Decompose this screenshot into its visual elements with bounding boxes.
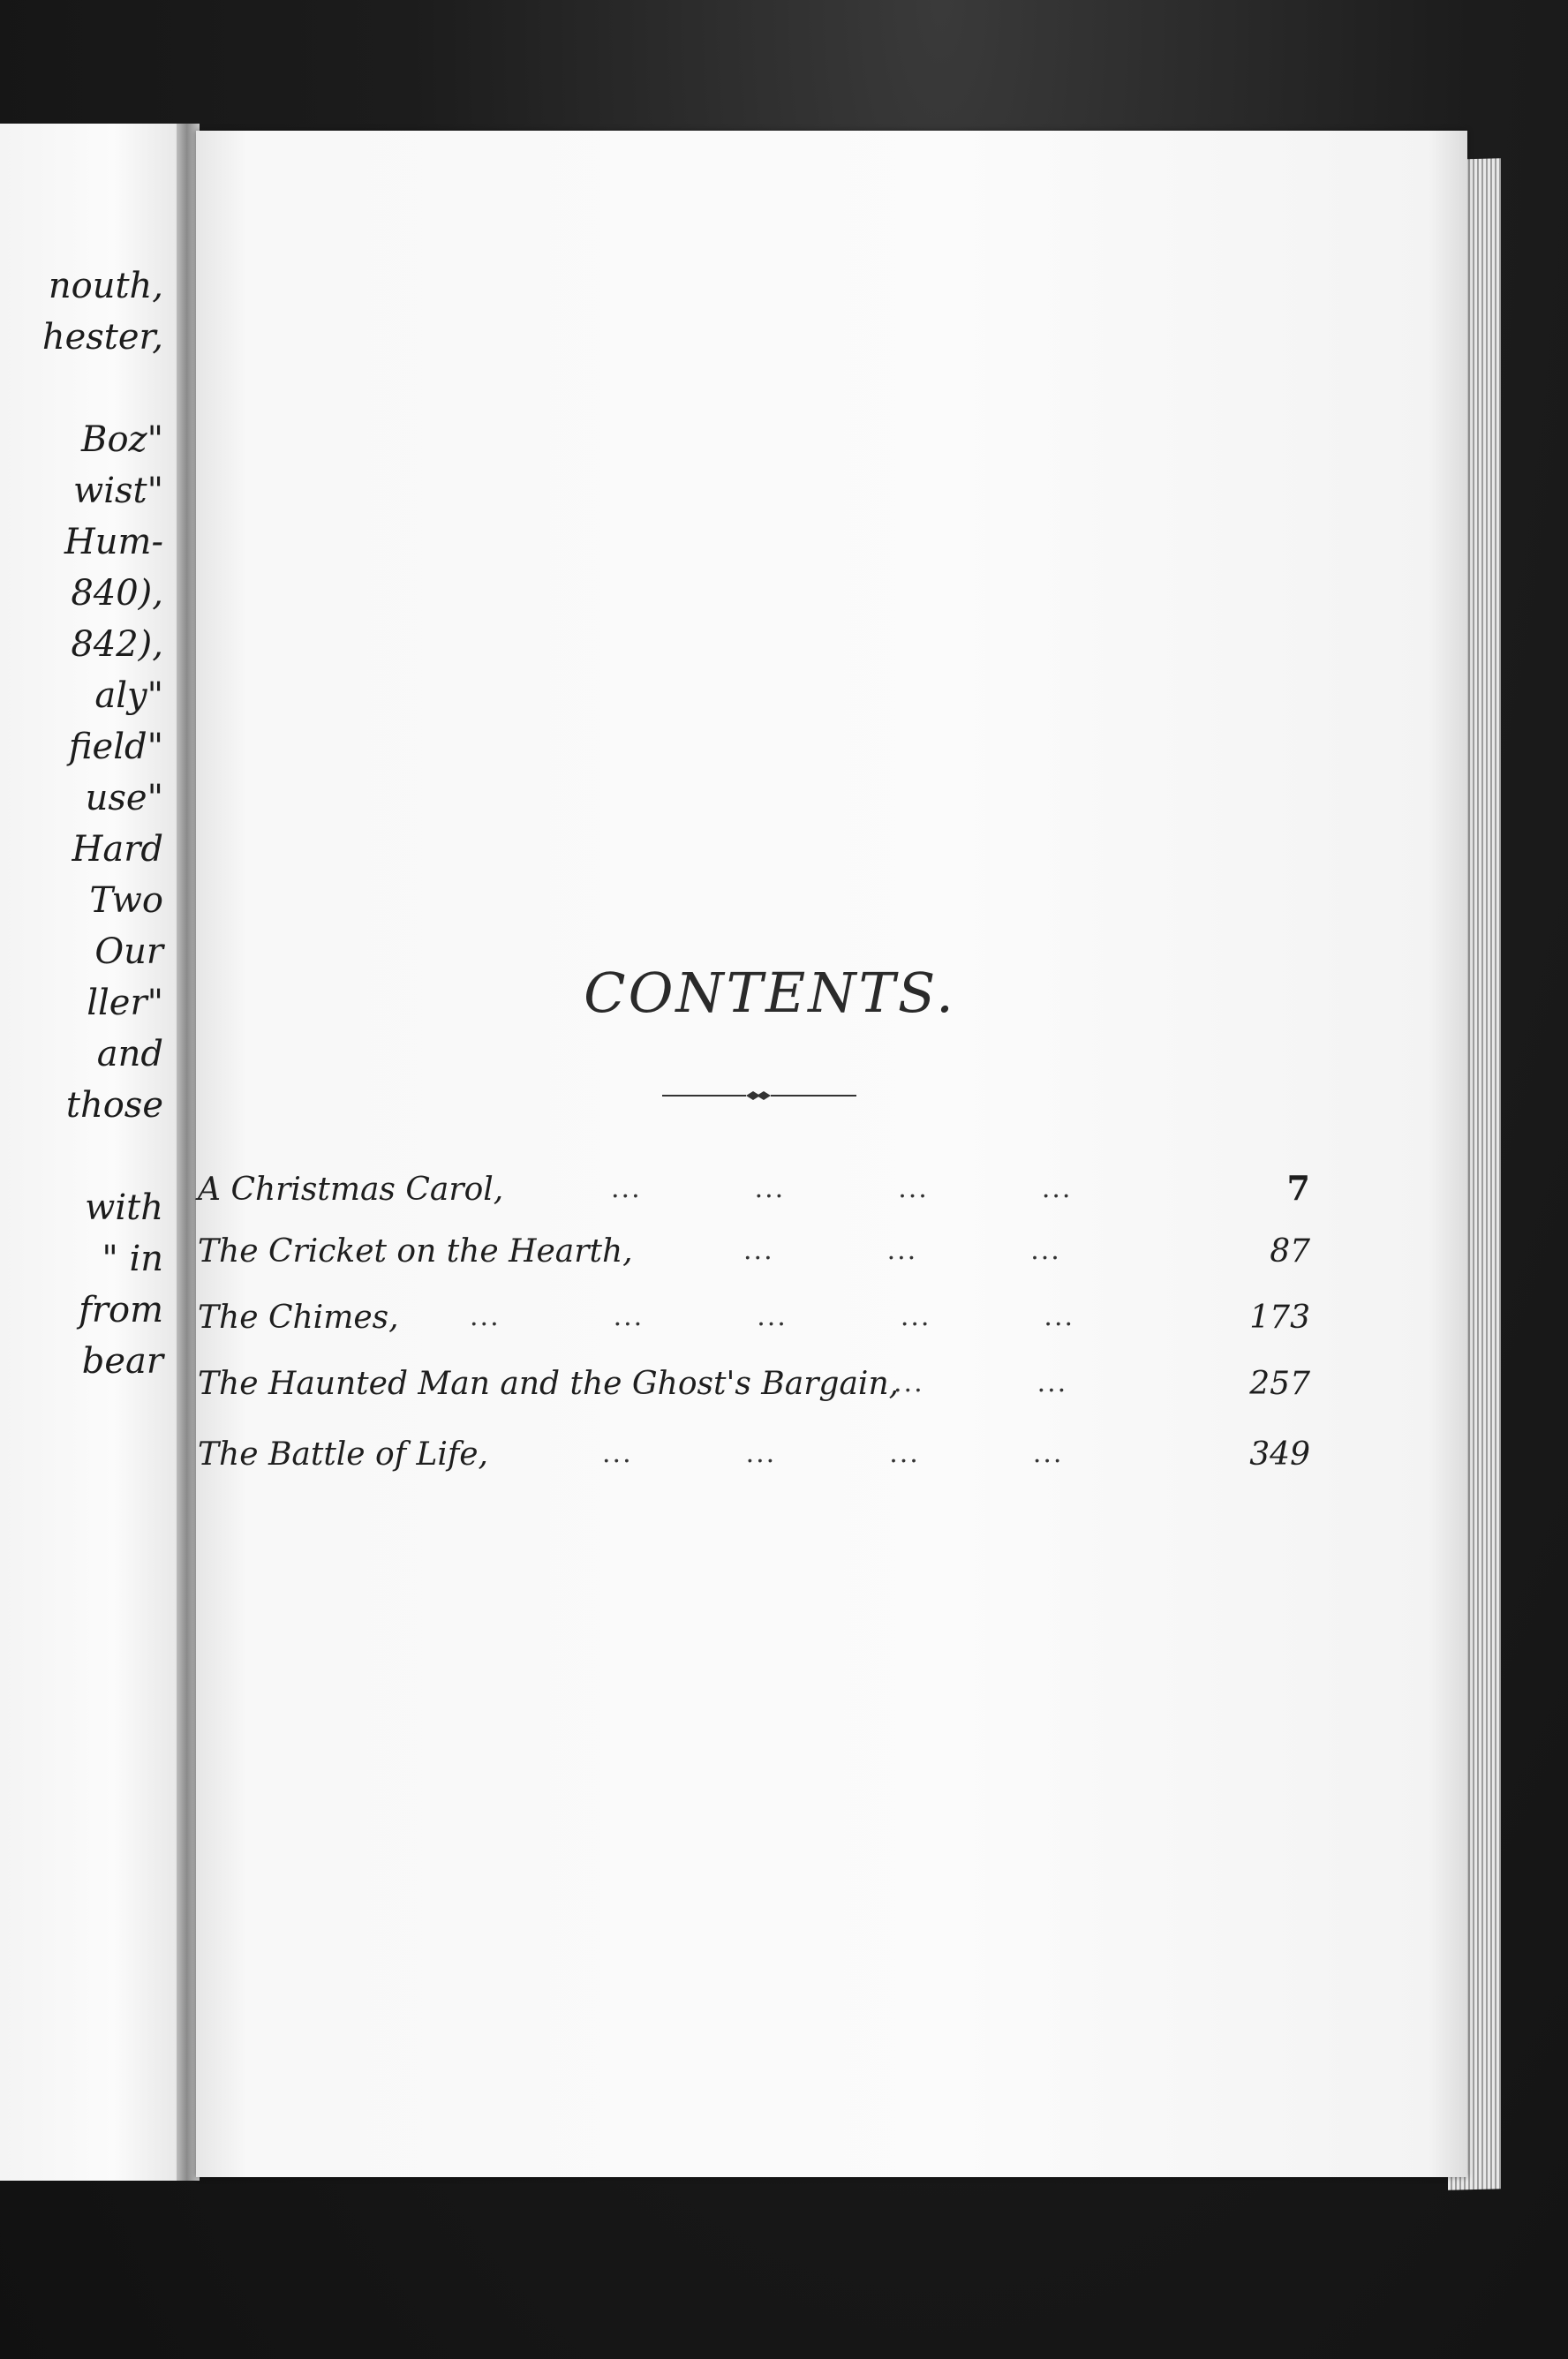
toc-page-number: 7 [1286, 1168, 1310, 1208]
left-page-line: 842), [71, 624, 163, 665]
left-page-line: hester, [41, 317, 163, 358]
toc-entry [196, 1283, 1344, 1336]
toc-leader-dots: ... ... ... [743, 1235, 1061, 1266]
toc-leader-dots: ... ... [893, 1368, 1068, 1398]
toc-entry-title: The Chimes, [198, 1300, 399, 1336]
left-page-line: Our [94, 931, 163, 972]
left-page-line: field" [68, 727, 163, 767]
left-page-line: with [85, 1187, 163, 1228]
left-page-line: aly" [94, 675, 163, 716]
left-page-line: those [65, 1085, 163, 1126]
left-page-line: " in [102, 1239, 163, 1279]
left-page-line: bear [81, 1341, 163, 1382]
toc-entry-title: A Christmas Carol, [198, 1172, 504, 1208]
left-page-text [0, 260, 163, 1387]
toc-entry [196, 1420, 1344, 1473]
left-page-line: Hard [72, 829, 163, 870]
left-page-line: 840), [71, 573, 163, 614]
right-page [196, 131, 1467, 2177]
left-page-line: Hum- [64, 522, 163, 562]
toc-entry-title: The Haunted Man and the Ghost's Bargain, [198, 1366, 900, 1402]
toc-page-number: 87 [1270, 1233, 1310, 1270]
toc-entry [196, 1155, 1344, 1208]
toc-entry [196, 1217, 1344, 1270]
left-page-line: wist" [72, 471, 163, 511]
toc-leader-dots: ... ... ... ... [611, 1173, 1073, 1204]
left-page-line: Boz" [81, 419, 163, 460]
left-page-line: from [79, 1290, 163, 1330]
toc-leader-dots: ... ... ... ... [602, 1438, 1064, 1469]
toc-leader-dots: ... ... ... ... ... [470, 1301, 1075, 1332]
left-page-line: nouth, [48, 266, 163, 306]
toc-entry [196, 1349, 1344, 1402]
toc-page-number: 349 [1249, 1436, 1310, 1473]
toc-entry-title: The Battle of Life, [198, 1436, 488, 1473]
toc-page-number: 257 [1249, 1366, 1310, 1402]
contents-heading: CONTENTS. [584, 961, 956, 1025]
left-page-line: and [96, 1034, 163, 1074]
left-page-line: Two [89, 880, 163, 921]
ornament-divider [662, 1087, 856, 1104]
left-page [0, 124, 190, 2181]
left-page-line: use" [85, 778, 163, 818]
toc-page-number: 173 [1249, 1300, 1310, 1336]
left-page-line: ller" [87, 983, 163, 1023]
toc-entry-title: The Cricket on the Hearth, [198, 1233, 633, 1270]
